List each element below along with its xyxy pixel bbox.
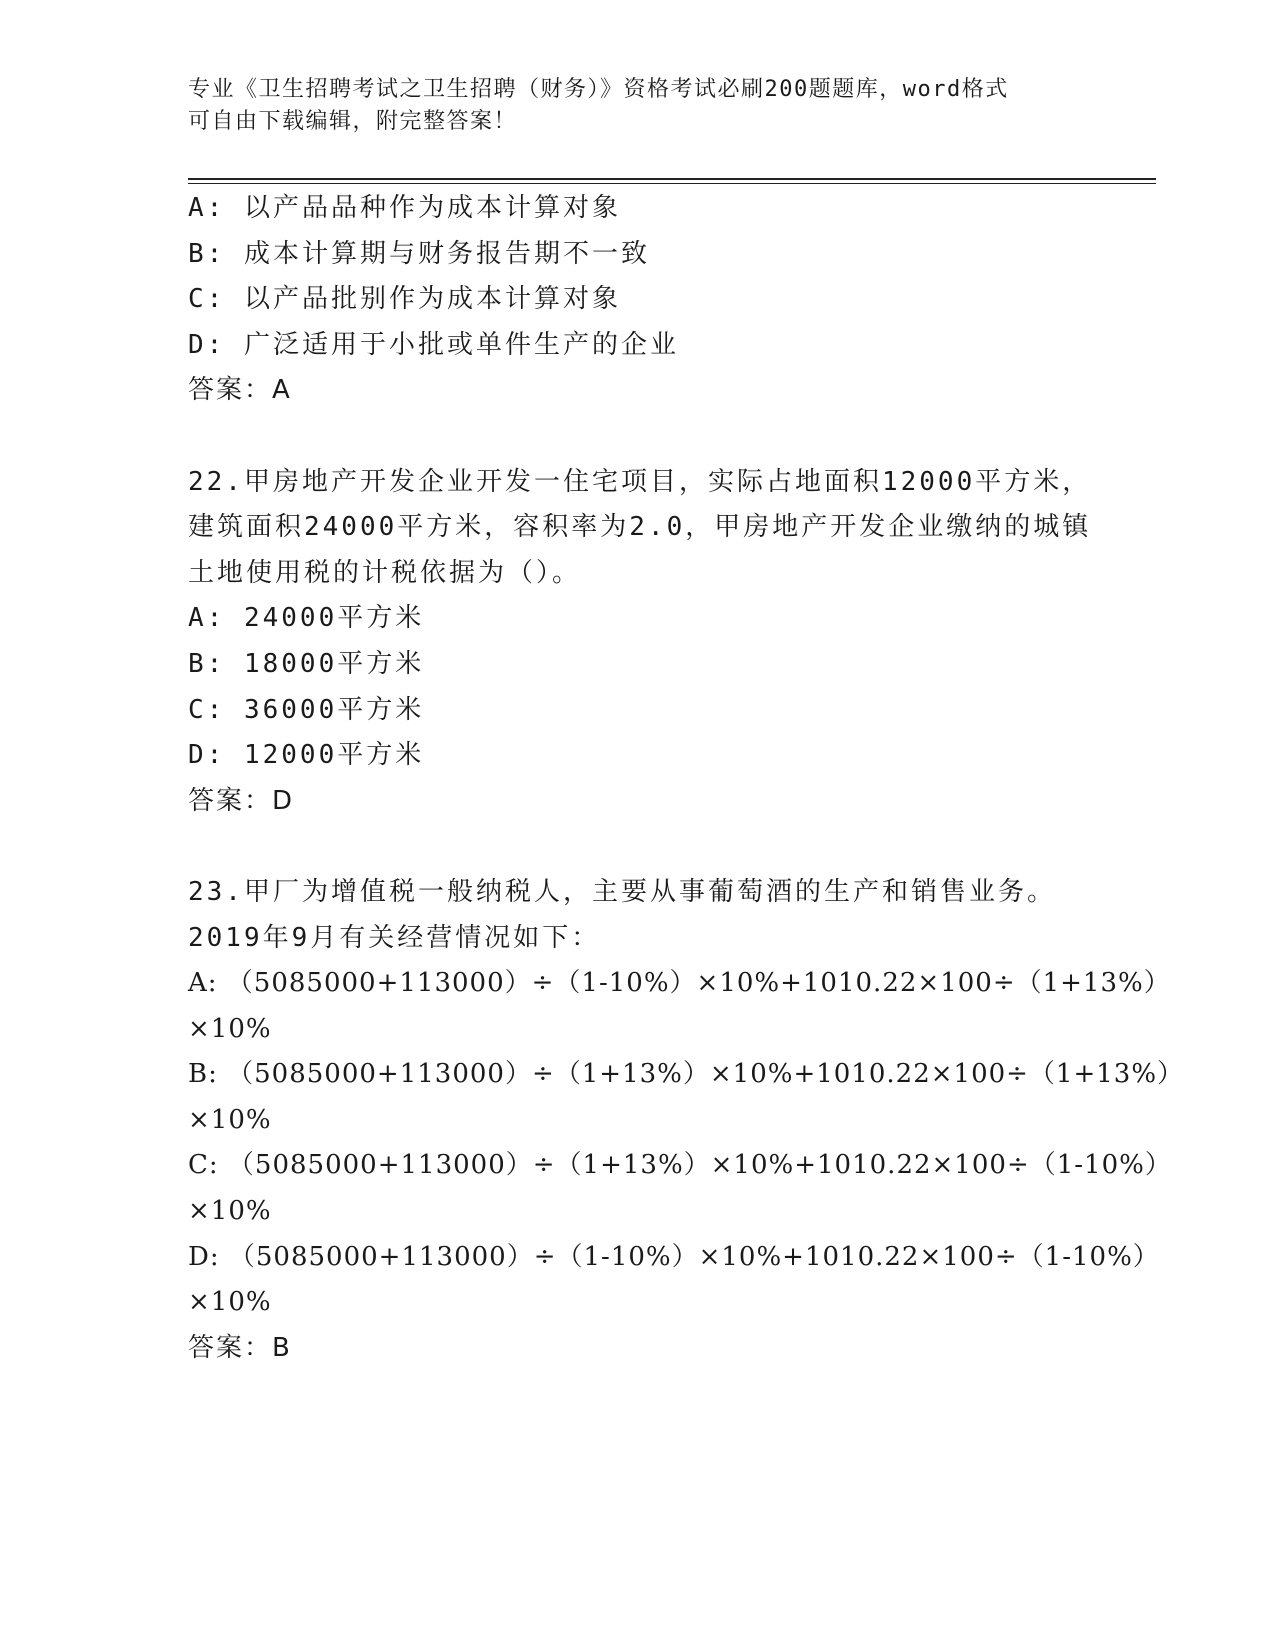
option-b: B: 成本计算期与财务报告期不一致 bbox=[188, 238, 650, 269]
question-21 bbox=[188, 186, 1148, 414]
option-a: A: 24000平方米 bbox=[188, 603, 425, 634]
option-b-continuation: ×10% bbox=[188, 1104, 272, 1135]
answer-line: 答案：B bbox=[188, 1332, 292, 1363]
option-c: C: （5085000+113000）÷（1+13%）×10%+1010.22×100÷（1-10%） bbox=[188, 1150, 1172, 1181]
option-c-continuation: ×10% bbox=[188, 1196, 272, 1227]
option-d: D: 12000平方米 bbox=[188, 740, 425, 771]
option-d-continuation: ×10% bbox=[188, 1287, 272, 1318]
question-23 bbox=[188, 870, 1185, 1372]
option-d: D: （5085000+113000）÷（1-10%）×10%+1010.22×100÷（1-10%） bbox=[188, 1241, 1160, 1272]
question-stem-line: 土地使用税的计税依据为（）。 bbox=[188, 557, 582, 588]
option-c: C: 36000平方米 bbox=[188, 694, 425, 725]
question-22 bbox=[188, 460, 1148, 825]
question-stem-line: 23.甲厂为增值税一般纳税人，主要从事葡萄酒的生产和销售业务。 bbox=[188, 876, 1056, 907]
header-line-2: 可自由下载编辑，附完整答案！ bbox=[188, 109, 518, 134]
question-stem-line: 2019年9月有关经营情况如下： bbox=[188, 922, 601, 953]
option-b: B: （5085000+113000）÷（1+13%）×10%+1010.22×100÷（1+13%） bbox=[188, 1059, 1185, 1090]
question-stem-line: 建筑面积24000平方米，容积率为2.0，甲房地产开发企业缴纳的城镇 bbox=[188, 512, 1092, 543]
spacer bbox=[188, 824, 1148, 870]
question-stem-line: 22.甲房地产开发企业开发一住宅项目，实际占地面积12000平方米， bbox=[188, 466, 1092, 497]
question-content bbox=[188, 186, 1185, 1371]
option-c: C: 以产品批别作为成本计算对象 bbox=[188, 284, 621, 315]
option-a: A: 以产品品种作为成本计算对象 bbox=[188, 193, 621, 223]
spacer bbox=[188, 414, 1148, 460]
header-divider-thin bbox=[188, 183, 1156, 184]
option-d: D: 广泛适用于小批或单件生产的企业 bbox=[188, 329, 679, 360]
answer-line: 答案：D bbox=[188, 785, 295, 816]
header-divider-thick bbox=[188, 178, 1156, 180]
header-line-1: 专业《卫生招聘考试之卫生招聘（财务）》资格考试必刷200题题库，word格式 bbox=[188, 77, 1009, 102]
answer-line: 答案：A bbox=[188, 375, 292, 406]
document-header bbox=[188, 74, 1088, 138]
option-a: A: （5085000+113000）÷（1-10%）×10%+1010.22×100÷（1+13%） bbox=[188, 968, 1171, 999]
option-b: B: 18000平方米 bbox=[188, 648, 425, 679]
option-a-continuation: ×10% bbox=[188, 1013, 272, 1044]
